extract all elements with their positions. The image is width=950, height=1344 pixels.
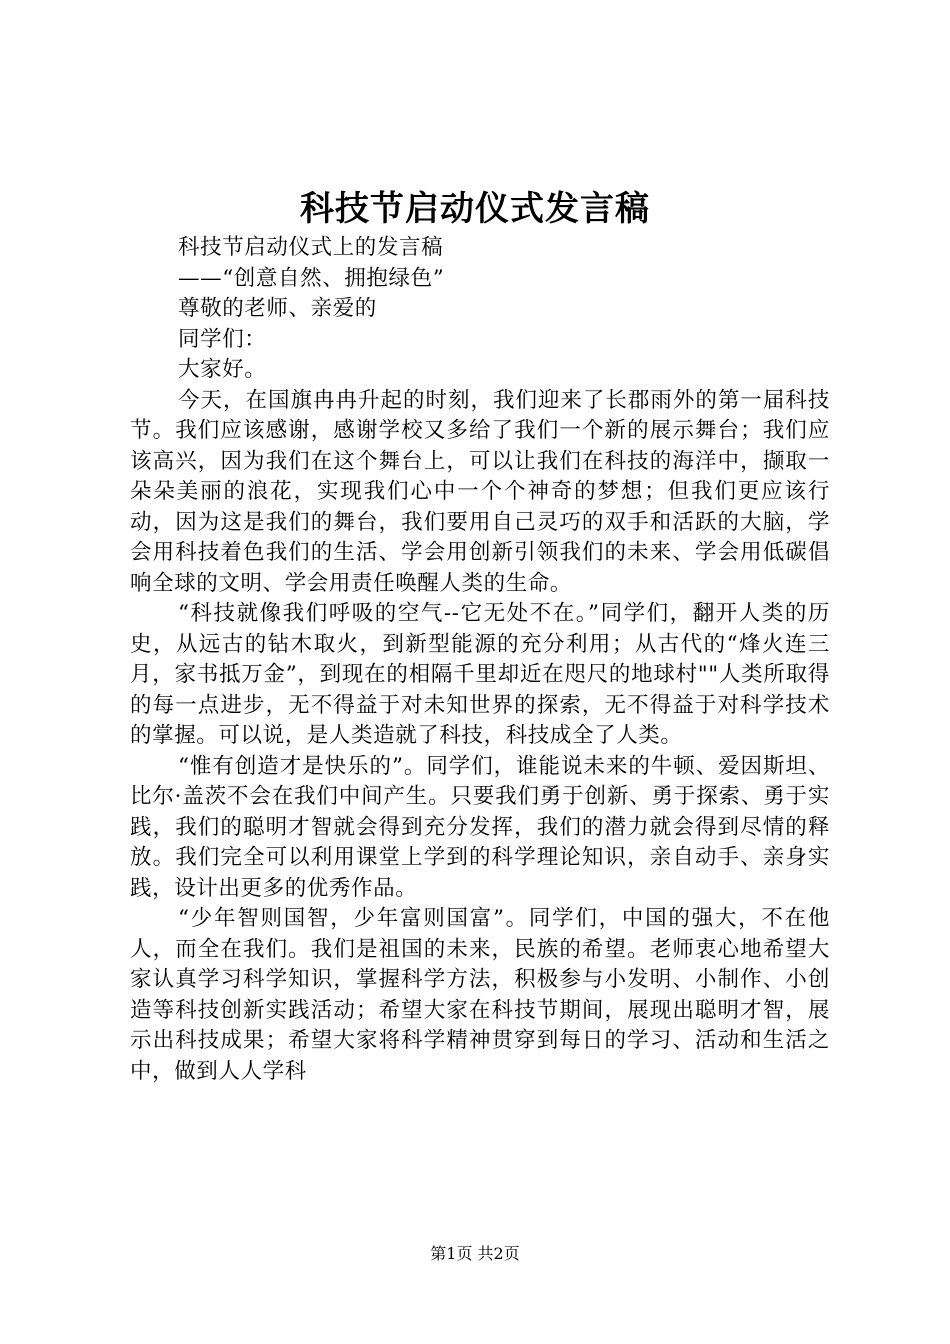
paragraph-body: “少年智则国智，少年富则国富”。同学们，中国的强大，不在他人，而全在我们。我们是祖国的未来，民族的希望。老师衷心地希望大家认真学习科学知识，掌握科学方法，积极参与小发明、小制作、小创造等科技创新实践活动；希望大家在科技节期间，展现出聪明才智，展示出科技成果；希望大家将科学精神贯穿到每日的学习、活动和生活之中，做到人人学科 — [130, 906, 830, 1084]
paragraph-body: “科技就像我们呼吸的空气--它无处不在。”同学们，翻开人类的历史，从远古的钻木取火，到新型能源的充分利用；从古代的“烽火连三月，家书抵万金”，到现在的相隔千里却近在咫尺的地球村""人类所取得的每一点进步，无不得益于对未知世界的探索，无不得益于对科学技术的掌握。可以说，是人类造就了科技，科技成全了人类。 — [130, 601, 830, 748]
paragraph-subtitle: 科技节启动仪式上的发言稿 — [178, 235, 444, 260]
paragraph-salutation: 尊敬的老师、亲爱的 — [178, 296, 377, 321]
page-footer: 第1页 共2页 — [430, 1244, 520, 1263]
document-title: 科技节启动仪式发言稿 — [300, 189, 650, 229]
paragraph-body: 今天，在国旗冉冉升起的时刻，我们迎来了长郡雨外的第一届科技节。我们应该感谢，感谢学校又多给了我们一个新的展示舞台；我们应该高兴，因为我们在这个舞台上，可以让我们在科技的海洋中，撷取一朵朵美丽的浪花，实现我们心中一个个神奇的梦想；但我们更应该行动，因为这是我们的舞台，我们要用自己灵巧的双手和活跃的大脑，学会用科技着色我们的生活、学会用创新引领我们的未来、学会用低碳倡响全球的文明、学会用责任唤醒人类的生命。 — [130, 387, 830, 596]
document-body — [130, 233, 830, 1087]
paragraph-greeting: 大家好。 — [178, 357, 267, 382]
paragraph-theme: ——“创意自然、拥抱绿色” — [178, 265, 445, 291]
paragraph-salutation-cont: 同学们： — [178, 326, 267, 352]
paragraph-body: “惟有创造才是快乐的”。同学们，谁能说未来的牛顿、爱因斯坦、比尔·盖茨不会在我们中间产生。只要我们勇于创新、勇于探索、勇于实践，我们的聪明才智就会得到充分发挥，我们的潜力就会得到尽情的释放。我们完全可以利用课堂上学到的科学理论知识，亲自动手、亲身实践，设计出更多的优秀作品。 — [130, 753, 830, 901]
